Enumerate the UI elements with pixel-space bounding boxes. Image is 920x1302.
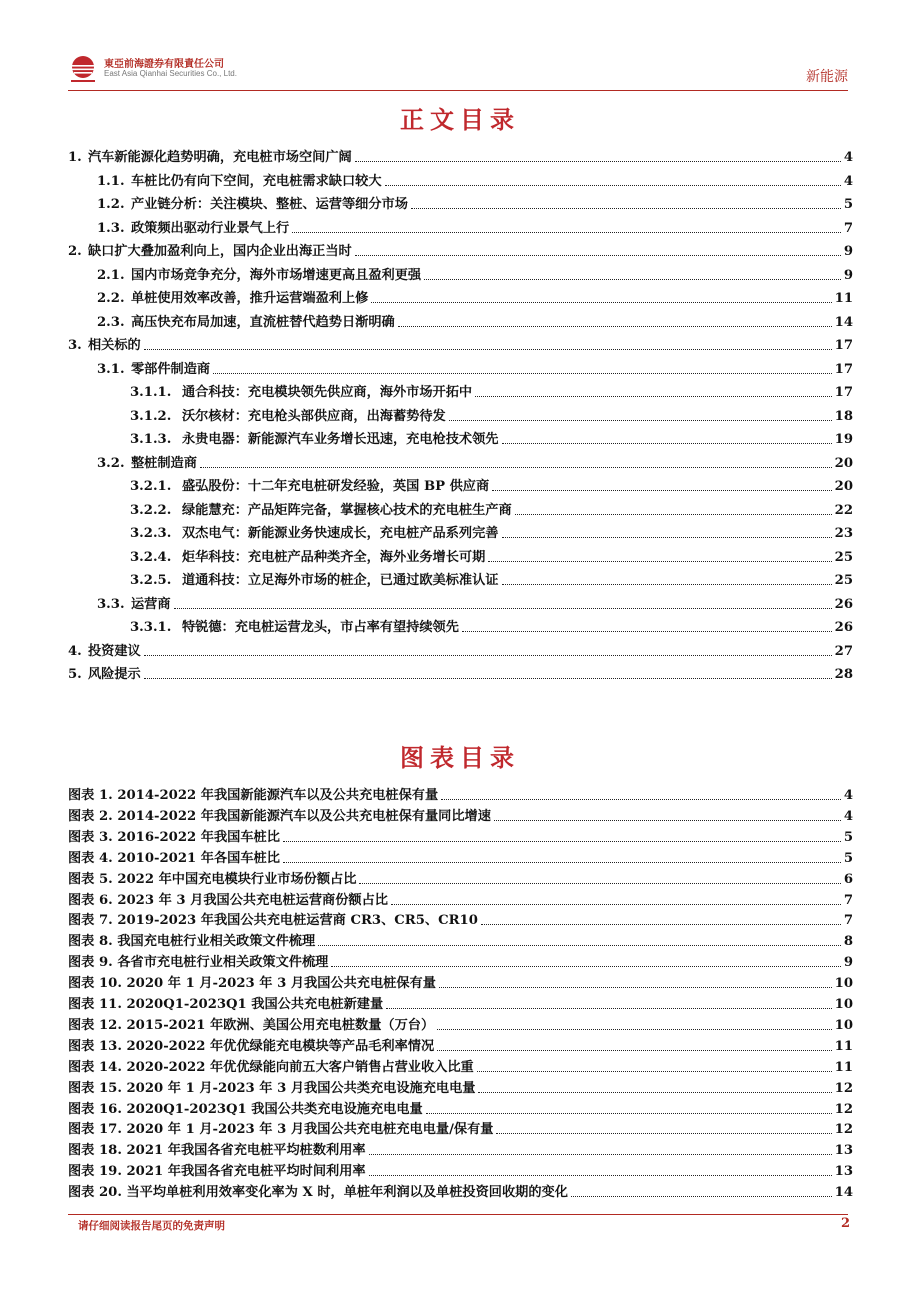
figure-entry[interactable] bbox=[68, 1055, 853, 1076]
toc-entry-number: 3.2.3. bbox=[130, 526, 172, 541]
toc-entry-label bbox=[68, 338, 141, 354]
toc-entry-text: 通合科技：充电模块领先供应商，海外市场开拓中 bbox=[182, 385, 473, 400]
dot-leader bbox=[424, 279, 841, 280]
toc-entry-number: 3.2.4. bbox=[130, 549, 172, 565]
figure-entry-page: 12 bbox=[834, 1122, 853, 1138]
toc-entry-label bbox=[97, 362, 210, 378]
dot-leader bbox=[369, 1175, 832, 1176]
dot-leader bbox=[515, 514, 832, 515]
figure-entry[interactable] bbox=[68, 929, 853, 950]
figure-entry-page: 7 bbox=[843, 913, 853, 929]
figure-entry[interactable] bbox=[68, 1034, 853, 1055]
toc-entry-page: 26 bbox=[834, 596, 853, 612]
dot-leader bbox=[496, 1133, 831, 1134]
figures-title: 图表目录 bbox=[400, 743, 520, 772]
toc-entry-page: 11 bbox=[834, 291, 853, 306]
toc-entry[interactable] bbox=[130, 427, 853, 448]
toc-entry-number: 3.3.1. bbox=[130, 620, 172, 635]
dot-leader bbox=[283, 841, 841, 842]
toc-entry-label bbox=[68, 644, 141, 660]
toc-entry-page: 20 bbox=[834, 455, 853, 471]
figure-entry-text: 图表 19. 2021 年我国各省充电桩平均时间利用率 bbox=[68, 1164, 366, 1180]
toc-entry-label bbox=[130, 409, 446, 425]
toc-entry-page: 27 bbox=[834, 643, 853, 659]
dot-leader bbox=[318, 945, 841, 946]
figure-entry[interactable] bbox=[68, 908, 853, 929]
toc-entry-number: 3.1.1. bbox=[130, 385, 172, 400]
figure-entry[interactable] bbox=[68, 1097, 853, 1118]
dot-leader bbox=[571, 1196, 832, 1197]
toc-entry-label bbox=[130, 479, 489, 495]
figure-entry-page: 14 bbox=[834, 1185, 853, 1201]
toc-entry-number: 2.1. bbox=[97, 267, 125, 283]
toc-entry[interactable] bbox=[130, 521, 853, 542]
figure-entry[interactable] bbox=[68, 804, 853, 825]
toc-entry-text: 政策频出驱动行业景气上行 bbox=[131, 220, 290, 236]
toc-entry[interactable] bbox=[68, 333, 853, 354]
toc-entry-number: 3.1.3. bbox=[130, 432, 172, 447]
figure-entry[interactable] bbox=[68, 825, 853, 846]
toc-entry[interactable] bbox=[68, 639, 853, 660]
dot-leader bbox=[283, 862, 841, 863]
toc-entry-page: 17 bbox=[834, 385, 853, 400]
dot-leader bbox=[174, 608, 832, 609]
toc-entry-page: 18 bbox=[834, 408, 853, 424]
brand-name-en: East Asia Qianhai Securities Co., Ltd. bbox=[104, 69, 237, 78]
toc-entry[interactable] bbox=[130, 404, 853, 425]
toc-entry-page: 23 bbox=[834, 526, 853, 541]
dot-leader bbox=[492, 490, 831, 491]
toc-entry-number: 3.2.1. bbox=[130, 479, 172, 494]
toc-entry[interactable] bbox=[68, 145, 853, 166]
figure-entry-page: 11 bbox=[834, 1059, 853, 1075]
dot-leader bbox=[398, 326, 832, 327]
toc-entry-page: 14 bbox=[834, 314, 853, 330]
toc-entry[interactable] bbox=[97, 169, 853, 190]
toc-entry-page: 26 bbox=[834, 620, 853, 635]
figure-entry-page: 11 bbox=[834, 1038, 853, 1054]
figure-entry-text: 图表 4. 2010-2021 年各国车桩比 bbox=[68, 850, 280, 866]
figure-entry-text: 图表 15. 2020 年 1 月-2023 年 3 月我国公共类充电设施充电电量 bbox=[68, 1080, 476, 1096]
toc-entry-number: 1.1. bbox=[97, 173, 125, 189]
toc-entry-label bbox=[68, 244, 352, 260]
dot-leader bbox=[437, 1029, 831, 1030]
figure-entry-page: 5 bbox=[843, 850, 853, 866]
page-number: 2 bbox=[840, 1216, 850, 1231]
toc-entry-page: 25 bbox=[834, 573, 853, 588]
figure-entry-page: 4 bbox=[843, 808, 853, 824]
toc-entry-label bbox=[97, 456, 197, 472]
toc-entry-label bbox=[130, 385, 472, 401]
figure-entry-page: 6 bbox=[843, 871, 853, 887]
dot-leader bbox=[462, 631, 832, 632]
toc-entry-text: 风险提示 bbox=[88, 667, 141, 682]
toc-entry-page: 4 bbox=[843, 173, 853, 189]
toc-entry[interactable] bbox=[68, 662, 853, 683]
figure-entry-text: 图表 7. 2019-2023 年我国公共充电桩运营商 CR3、CR5、CR10 bbox=[68, 913, 478, 929]
toc-entry-number: 3. bbox=[68, 338, 82, 353]
toc-entry-page: 22 bbox=[834, 502, 853, 518]
dot-leader bbox=[292, 232, 841, 233]
figure-entry-page: 9 bbox=[843, 955, 853, 971]
dot-leader bbox=[386, 1008, 831, 1009]
dot-leader bbox=[478, 1092, 831, 1093]
figure-entry[interactable] bbox=[68, 1138, 853, 1159]
toc-entry-number: 2.3. bbox=[97, 314, 125, 330]
figure-entry[interactable] bbox=[68, 783, 853, 804]
dot-leader bbox=[213, 373, 832, 374]
toc-entry-number: 1.3. bbox=[97, 220, 125, 236]
dot-leader bbox=[437, 1050, 831, 1051]
figure-entry[interactable] bbox=[68, 992, 853, 1013]
toc-entry-text: 盛弘股份：十二年充电桩研发经验，英国 BP 供应商 bbox=[182, 479, 490, 494]
dot-leader bbox=[439, 987, 832, 988]
figure-entry[interactable] bbox=[68, 1013, 853, 1034]
toc-entry-text: 投资建议 bbox=[88, 643, 141, 659]
dot-leader bbox=[200, 467, 832, 468]
toc-entry-label bbox=[97, 197, 408, 213]
toc-entry[interactable] bbox=[97, 357, 853, 378]
toc-title: 正文目录 bbox=[400, 105, 520, 134]
toc-entry-text: 运营商 bbox=[131, 596, 171, 612]
toc-entry-label bbox=[97, 291, 368, 307]
toc-entry-label bbox=[130, 550, 485, 566]
toc-entry[interactable] bbox=[130, 474, 853, 495]
toc-entry-label bbox=[130, 432, 499, 448]
toc-entry-page: 28 bbox=[834, 667, 853, 682]
toc-entry-text: 沃尔核材：充电枪头部供应商，出海蓄势待发 bbox=[182, 408, 446, 424]
dot-leader bbox=[494, 820, 841, 821]
dot-leader bbox=[355, 255, 841, 256]
toc-entry[interactable] bbox=[97, 286, 853, 307]
figure-entry[interactable] bbox=[68, 950, 853, 971]
toc-entry[interactable] bbox=[68, 239, 853, 260]
toc-entry[interactable] bbox=[97, 451, 853, 472]
toc-entry-text: 高压快充布局加速，直流桩替代趋势日渐明确 bbox=[131, 314, 395, 330]
brand-name-cn: 東亞前海證券有限責任公司 bbox=[104, 59, 224, 70]
toc-entry-label bbox=[97, 221, 289, 237]
toc-entry-number: 1. bbox=[68, 150, 82, 165]
dot-leader bbox=[144, 349, 832, 350]
figure-entry[interactable] bbox=[68, 1159, 853, 1180]
toc-entry-number: 3.1.2. bbox=[130, 408, 172, 424]
company-logo-icon bbox=[68, 54, 98, 84]
toc-entry-number: 5. bbox=[68, 667, 82, 682]
toc-entry[interactable] bbox=[97, 216, 853, 237]
figure-entry[interactable] bbox=[68, 867, 853, 888]
figure-entry[interactable] bbox=[68, 846, 853, 867]
figure-entry-text: 图表 11. 2020Q1-2023Q1 我国公共充电桩新建量 bbox=[68, 997, 384, 1012]
toc-entry-text: 双杰电气：新能源业务快速成长，充电桩产品系列完善 bbox=[182, 526, 499, 541]
figure-entry-text: 图表 12. 2015-2021 年欧洲、美国公用充电桩数量（万台） bbox=[68, 1017, 435, 1033]
toc-entry-label bbox=[97, 174, 382, 190]
figure-entry[interactable] bbox=[68, 1180, 853, 1201]
dot-leader bbox=[502, 443, 832, 444]
toc-entry-text: 产业链分析：关注模块、整桩、运营等细分市场 bbox=[131, 197, 408, 212]
figure-entry-text: 图表 17. 2020 年 1 月-2023 年 3 月我国公共充电桩充电电量/保有量 bbox=[68, 1122, 494, 1138]
toc-entry-page: 20 bbox=[834, 479, 853, 494]
toc-entry-label bbox=[97, 315, 395, 331]
figure-entry-page: 10 bbox=[834, 1017, 853, 1033]
toc-entry-label bbox=[68, 667, 141, 683]
figure-entry-text: 图表 16. 2020Q1-2023Q1 我国公共类充电设施充电电量 bbox=[68, 1101, 423, 1117]
dot-leader bbox=[385, 185, 841, 186]
dot-leader bbox=[331, 966, 840, 967]
toc-entry-text: 相关标的 bbox=[88, 338, 141, 353]
toc-entry[interactable] bbox=[130, 380, 853, 401]
toc-entry-page: 25 bbox=[834, 549, 853, 565]
section-tag: 新能源 bbox=[806, 69, 848, 85]
figure-entry-text: 图表 5. 2022 年中国充电模块行业市场份额占比 bbox=[68, 871, 357, 887]
footer-divider bbox=[68, 1214, 848, 1215]
dot-leader bbox=[359, 883, 840, 884]
toc-entry-label bbox=[130, 503, 512, 519]
dot-leader bbox=[502, 584, 832, 585]
toc-entry-number: 2. bbox=[68, 244, 82, 259]
dot-leader bbox=[391, 904, 841, 905]
toc-entry-number: 4. bbox=[68, 643, 82, 659]
toc-entry-number: 3.2. bbox=[97, 455, 125, 471]
toc-entry-text: 炬华科技：充电桩产品种类齐全，海外业务增长可期 bbox=[182, 549, 486, 565]
dot-leader bbox=[369, 1154, 832, 1155]
figure-entry-page: 12 bbox=[834, 1101, 853, 1117]
dot-leader bbox=[371, 302, 831, 303]
toc-entry[interactable] bbox=[130, 615, 853, 636]
figure-entry-page: 10 bbox=[834, 997, 853, 1012]
toc-entry[interactable] bbox=[130, 545, 853, 566]
toc-entry-text: 缺口扩大叠加盈利向上，国内企业出海正当时 bbox=[88, 244, 352, 259]
figure-entry[interactable] bbox=[68, 888, 853, 909]
toc-entry-label bbox=[68, 150, 352, 166]
toc-entry-text: 汽车新能源化趋势明确，充电桩市场空间广阔 bbox=[88, 150, 352, 165]
figure-entry-text: 图表 6. 2023 年 3 月我国公共充电桩运营商份额占比 bbox=[68, 892, 388, 908]
toc-entry-page: 9 bbox=[843, 267, 853, 283]
figure-entry[interactable] bbox=[68, 1076, 853, 1097]
toc-entry[interactable] bbox=[97, 592, 853, 613]
toc-entry-number: 3.1. bbox=[97, 361, 125, 377]
figure-entry-text: 图表 8. 我国充电桩行业相关政策文件梳理 bbox=[68, 934, 316, 950]
toc-entry-text: 特锐德：充电桩运营龙头，市占率有望持续领先 bbox=[182, 620, 459, 635]
toc-entry-text: 整桩制造商 bbox=[131, 455, 197, 471]
figure-entry-page: 4 bbox=[843, 788, 853, 803]
toc-entry-text: 道通科技：立足海外市场的桩企，已通过欧美标准认证 bbox=[182, 573, 499, 588]
figure-entry-text: 图表 20. 当平均单桩利用效率变化率为 X 时，单桩年利润以及单桩投资回收期的变化 bbox=[68, 1185, 568, 1201]
figure-entry-text: 图表 3. 2016-2022 年我国车桩比 bbox=[68, 829, 280, 845]
toc-entry[interactable] bbox=[97, 263, 853, 284]
toc-entry[interactable] bbox=[130, 498, 853, 519]
header-divider bbox=[68, 90, 848, 91]
dot-leader bbox=[144, 678, 832, 679]
figure-entry-text: 图表 2. 2014-2022 年我国新能源汽车以及公共充电桩保有量同比增速 bbox=[68, 808, 491, 824]
dot-leader bbox=[144, 655, 832, 656]
figure-entry-text: 图表 1. 2014-2022 年我国新能源汽车以及公共充电桩保有量 bbox=[68, 788, 439, 803]
toc-entry-page: 17 bbox=[834, 361, 853, 377]
disclaimer-note: 请仔细阅读报告尾页的免责声明 bbox=[78, 1220, 225, 1232]
dot-leader bbox=[502, 537, 832, 538]
toc-entry-label bbox=[130, 620, 459, 636]
figure-entry-page: 13 bbox=[834, 1164, 853, 1180]
figure-entry-text: 图表 14. 2020-2022 年优优绿能向前五大客户销售占营业收入比重 bbox=[68, 1059, 474, 1075]
dot-leader bbox=[411, 208, 841, 209]
toc-entry-number: 3.2.5. bbox=[130, 573, 172, 588]
dot-leader bbox=[355, 161, 841, 162]
figure-entry-page: 10 bbox=[834, 976, 853, 992]
toc-entry-number: 3.3. bbox=[97, 596, 125, 612]
figure-entry-page: 5 bbox=[843, 829, 853, 845]
toc-entry-text: 单桩使用效率改善，推升运营端盈利上修 bbox=[131, 291, 369, 306]
toc-entry-label bbox=[130, 573, 499, 589]
figure-entry-text: 图表 9. 各省市充电桩行业相关政策文件梳理 bbox=[68, 955, 329, 971]
toc-entry-text: 绿能慧充：产品矩阵完备，掌握核心技术的充电桩生产商 bbox=[182, 502, 512, 518]
toc-entry-text: 车桩比仍有向下空间，充电桩需求缺口较大 bbox=[131, 173, 382, 189]
toc-entry-page: 17 bbox=[834, 338, 853, 353]
figure-entry-text: 图表 13. 2020-2022 年优优绿能充电模块等产品毛利率情况 bbox=[68, 1038, 435, 1054]
toc-entry-number: 2.2. bbox=[97, 291, 125, 306]
toc-entry-page: 4 bbox=[843, 150, 853, 165]
dot-leader bbox=[477, 1071, 832, 1072]
toc-entry-text: 永贵电器：新能源汽车业务增长迅速，充电枪技术领先 bbox=[182, 432, 499, 447]
dot-leader bbox=[449, 420, 832, 421]
toc-entry-page: 19 bbox=[834, 432, 853, 447]
toc-entry-page: 7 bbox=[843, 220, 853, 236]
figure-entry-text: 图表 10. 2020 年 1 月-2023 年 3 月我国公共充电桩保有量 bbox=[68, 976, 436, 992]
toc-entry-page: 5 bbox=[843, 197, 853, 212]
toc-entry-number: 3.2.2. bbox=[130, 502, 172, 518]
dot-leader bbox=[475, 396, 832, 397]
dot-leader bbox=[426, 1113, 832, 1114]
toc-entry-label bbox=[97, 597, 171, 613]
toc-entry-label bbox=[97, 268, 421, 284]
figure-entry-page: 7 bbox=[843, 892, 853, 908]
figure-entry[interactable] bbox=[68, 1117, 853, 1138]
toc-entry-page: 9 bbox=[843, 244, 853, 259]
figure-entry-page: 13 bbox=[834, 1143, 853, 1159]
figure-entry-page: 12 bbox=[834, 1080, 853, 1096]
toc-entry[interactable] bbox=[130, 568, 853, 589]
toc-entry-number: 1.2. bbox=[97, 197, 125, 212]
toc-entry-text: 零部件制造商 bbox=[131, 361, 211, 377]
toc-entry[interactable] bbox=[97, 192, 853, 213]
toc-entry[interactable] bbox=[97, 310, 853, 331]
figure-entry[interactable] bbox=[68, 971, 853, 992]
dot-leader bbox=[488, 561, 831, 562]
figure-entry-page: 8 bbox=[843, 934, 853, 950]
figure-entry-text: 图表 18. 2021 年我国各省充电桩平均桩数利用率 bbox=[68, 1143, 366, 1159]
dot-leader bbox=[441, 799, 841, 800]
page-header bbox=[68, 52, 848, 90]
toc-entry-text: 国内市场竞争充分，海外市场增速更高且盈利更强 bbox=[131, 267, 422, 283]
dot-leader bbox=[481, 924, 841, 925]
toc-entry-label bbox=[130, 526, 499, 542]
